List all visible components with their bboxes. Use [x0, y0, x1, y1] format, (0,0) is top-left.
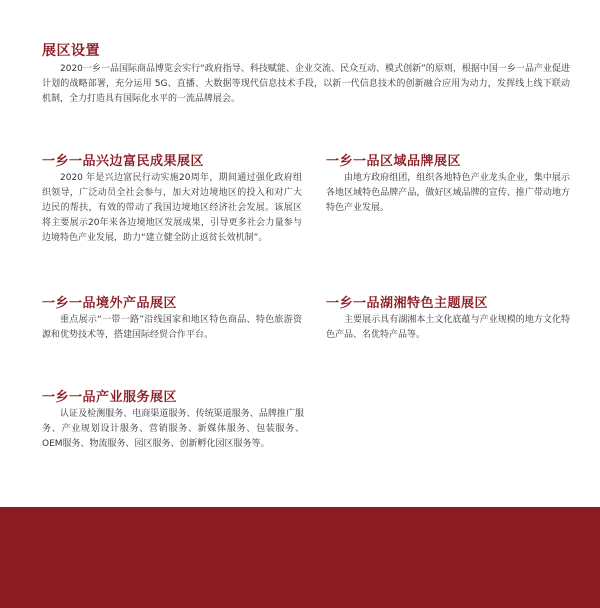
section-body-industry-services: 认证及检测服务、电商渠道服务、传统渠道服务、品牌推广服务、产业规划设计服务、营销服务、新媒体服务、包装服务、OEM服务、物流服务、园区服务、创新孵化园区服务等。 — [42, 409, 304, 449]
footer-color-band — [0, 507, 600, 608]
section-title-overseas-products: 一乡一品境外产品展区 — [42, 296, 178, 311]
section-body-regional-brand: 由地方政府组团，组织各地特色产业龙头企业，集中展示各地区域特色品牌产品，做好区域品牌的宣传、推广带动地方特色产业发展。 — [326, 173, 570, 213]
page-title: 展区设置 — [42, 43, 100, 59]
intro-paragraph: 2020一乡一品国际商品博览会实行“政府指导、科技赋能、企业交流、民众互动、模式创新”的原则，根据中国一乡一品产业促进计划的战略部署，充分运用 5G、直播、大数据等现代信息技术手段，以新一代信息技术的创新融合应用为动力，发挥线上线下联动机制，全力打造具有国际化水平的一流品牌展会。 — [42, 64, 570, 104]
section-title-regional-brand: 一乡一品区域品牌展区 — [326, 154, 462, 169]
section-body-hunan-theme: 主要展示具有湖湘本土文化底蕴与产业规模的地方文化特色产品、名优特产品等。 — [326, 315, 570, 340]
section-title-industry-services: 一乡一品产业服务展区 — [42, 390, 178, 405]
section-body-border-prosperity: 2020 年是兴边富民行动实施20周年，期间通过强化政府组织领导，广泛动员全社会参与，加大对边境地区的投入和对广大边民的帮扶，有效的带动了我国边境地区经济社会发展。该展区将主要展示20年来各边境地区发展成果，引导更多社会力量参与边境特色产业发展，助力“建立健全防止返贫长效机制”。 — [42, 173, 302, 243]
section-title-hunan-theme: 一乡一品湖湘特色主题展区 — [326, 296, 489, 311]
section-title-border-prosperity: 一乡一品兴边富民成果展区 — [42, 154, 205, 169]
section-body-overseas-products: 重点展示“一带一路”沿线国家和地区特色商品、特色旅游资源和优势技术等，搭建国际经贸合作平台。 — [42, 315, 302, 340]
